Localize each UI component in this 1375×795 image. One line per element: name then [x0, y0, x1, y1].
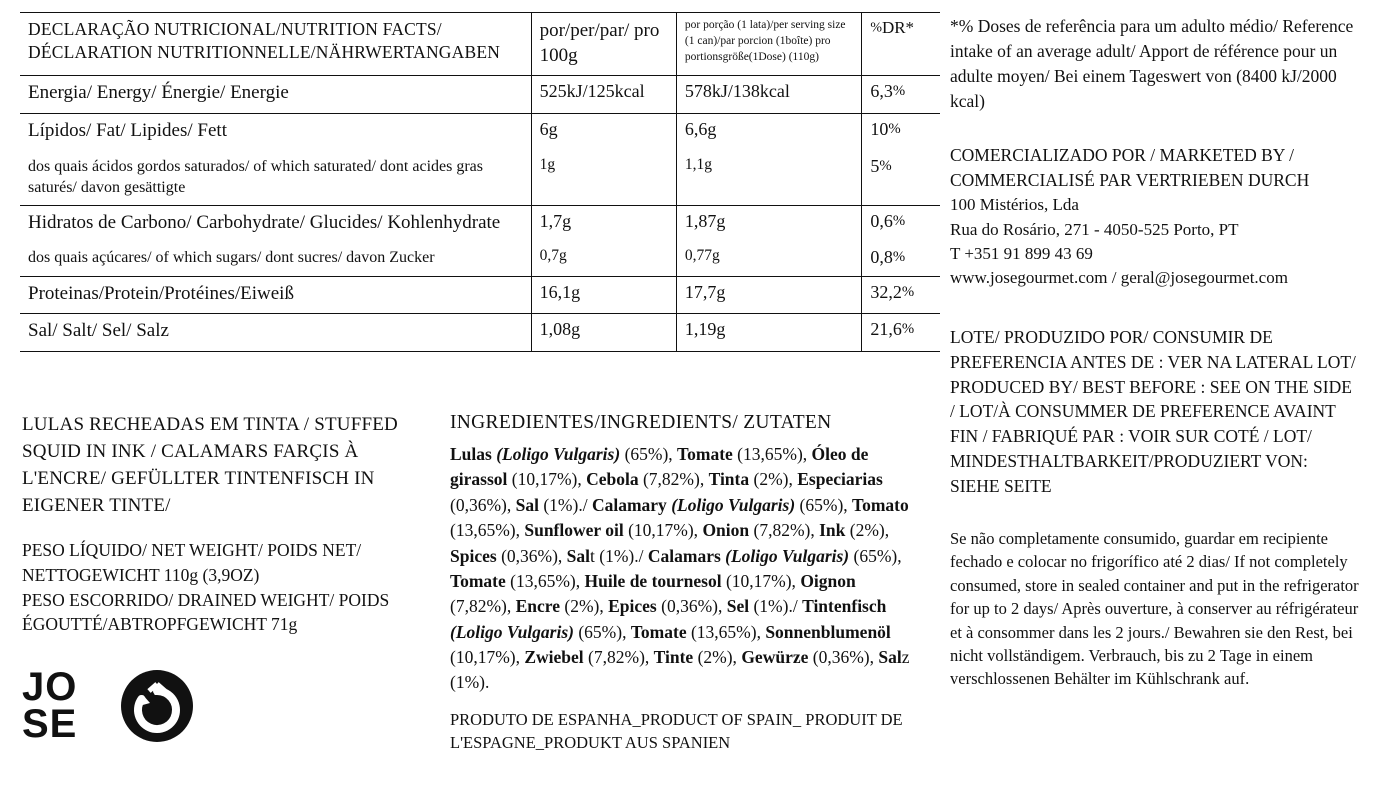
nutrient-dr: 10%	[862, 113, 940, 150]
nutrient-per-serving: 1,1g	[676, 151, 861, 206]
nutrient-dr: 0,8%	[862, 242, 940, 276]
nutrient-label: Hidratos de Carbono/ Carbohydrate/ Glucides/ Kohlenhydrate	[20, 205, 531, 242]
logo-line-2: SE	[22, 702, 78, 746]
nutrient-label: Sal/ Salt/ Sel/ Salz	[20, 314, 531, 352]
nutrient-per-serving: 1,87g	[676, 205, 861, 242]
table-row	[20, 242, 940, 276]
ingredients-block	[450, 412, 912, 755]
table-row	[20, 151, 940, 206]
drained-weight: PESO ESCORRIDO/ DRAINED WEIGHT/ POIDS ÉGOUTTÉ/ABTROPFGEWICHT 71g	[22, 589, 390, 635]
marketed-by-company: 100 Mistérios, Lda	[950, 195, 1079, 215]
ingredients-en: Calamary (Loligo Vulgaris) (65%), Tomato (13,65%), Sunflower oil (10,17%), Onion (7,82%), Ink (2%), Spices (0,36%), Salt (1%)./	[450, 494, 909, 566]
nutrient-per-serving: 6,6g	[676, 113, 861, 150]
storage-instructions: Se não completamente consumido, guardar em recipiente fechado e colocar no frigorífico até 2 dias/ If not completely consumed, store in sealed container and put in the refrigerator for up to 2 days/ Après ouverture, à conserver au réfrigérateur et à consommer dans les 2 jours./ Bewahren sie den Rest, bei nicht vollständigem. Verbrauch, bis zu 2 Tage in einem verschlossenen Behälter im Kühlschrank auf.	[950, 528, 1359, 689]
marketed-by-address: Rua do Rosário, 271 - 4050-525 Porto, PT	[950, 219, 1239, 239]
table-row	[20, 205, 940, 242]
nutrient-per-100g: 1,7g	[531, 205, 676, 242]
ingredients-fr: Calamars (Loligo Vulgaris) (65%), Tomate (13,65%), Huile de tournesol (10,17%), Oignon (7,82%), Encre (2%), Epices (0,36%), Sel (1%)./	[450, 545, 902, 617]
nutrient-label: Proteinas/Protein/Protéines/Eiweiß	[20, 276, 531, 314]
nutrient-per-serving: 1,19g	[676, 314, 861, 352]
marketed-by-web: www.josegourmet.com / geral@josegourmet.com	[950, 268, 1288, 288]
nutrient-label: Energia/ Energy/ Énergie/ Energie	[20, 76, 531, 114]
nutrient-label: dos quais açúcares/ of which sugars/ dont sucres/ davon Zucker	[20, 242, 531, 276]
table-row	[20, 76, 940, 114]
nutrition-table-container	[20, 12, 940, 352]
nutrient-label: Lípidos/ Fat/ Lipides/ Fett	[20, 113, 531, 150]
product-origin: PRODUTO DE ESPANHA_PRODUCT OF SPAIN_ PRODUIT DE L'ESPAGNE_PRODUKT AUS SPANIEN	[450, 709, 903, 753]
nutrient-dr: 5%	[862, 151, 940, 206]
nutrition-header-label: DECLARAÇÃO NUTRICIONAL/NUTRITION FACTS/ DÉCLARATION NUTRITIONNELLE/NÄHRWERTANGABEN	[20, 13, 531, 76]
nutrient-dr: 6,3%	[862, 76, 940, 114]
nutrient-dr: 32,2%	[862, 276, 940, 314]
nutrient-per-100g: 1g	[531, 151, 676, 206]
recycle-icon	[119, 668, 195, 744]
nutrition-header-per-serving: por porção (1 lata)/per serving size (1 can)/par porcion (1boîte) pro portionsgröße(1Dose) (110g)	[676, 13, 861, 76]
jose-gourmet-logo	[22, 665, 78, 746]
ingredients-de: Tintenfisch (Loligo Vulgaris) (65%), Tomate (13,65%), Sonnenblumenöl (10,17%), Zwiebel (7,82%), Tinte (2%), Gewürze (0,36%), Salz (1%).	[450, 596, 910, 693]
nutrient-per-serving: 0,77g	[676, 242, 861, 276]
table-row	[20, 314, 940, 352]
logo-line-1: JO	[22, 665, 78, 710]
net-weight: PESO LÍQUIDO/ NET WEIGHT/ POIDS NET/ NETTOGEWICHT 110g (3,9OZ)	[22, 539, 362, 585]
nutrient-label: dos quais ácidos gordos saturados/ of which saturated/ dont acides gras saturés/ davon gesättigte	[20, 151, 531, 206]
nutrition-header-dr: %DR*	[862, 13, 940, 76]
marketed-by-heading: COMERCIALIZADO POR / MARKETED BY / COMMERCIALISÉ PAR VERTRIEBEN DURCH	[950, 145, 1310, 191]
table-row	[20, 113, 940, 150]
nutrient-per-100g: 1,08g	[531, 314, 676, 352]
nutrient-per-100g: 0,7g	[531, 242, 676, 276]
lot-best-before-block: LOTE/ PRODUZIDO POR/ CONSUMIR DE PREFERENCIA ANTES DE : VER NA LATERAL LOT/ PRODUCED BY/ BEST BEFORE : SEE ON THE SIDE / LOT/À CONSUMMER DE PREFERENCE AVAINT FIN / FABRIQUÉ PAR : VOIR SUR COTÉ / LOT/ MINDESTHALTBARKEIT/PRODUZIERT VON: SIEHE SEITE	[950, 326, 1356, 496]
product-title: LULAS RECHEADAS EM TINTA / STUFFED SQUID IN INK / CALAMARS FARÇIS À L'ENCRE/ GEFÜLLTER TINTENFISCH IN EIGENER TINTE/	[22, 414, 398, 516]
nutrition-table	[20, 12, 940, 352]
nutrient-per-100g: 525kJ/125kcal	[531, 76, 676, 114]
nutrition-header-row	[20, 13, 940, 76]
nutrient-dr: 0,6%	[862, 205, 940, 242]
nutrient-per-serving: 17,7g	[676, 276, 861, 314]
right-column	[950, 14, 1360, 691]
product-info-block	[22, 412, 442, 637]
table-row	[20, 276, 940, 314]
ingredients-pt: Lulas (Loligo Vulgaris) (65%), Tomate (13,65%), Óleo de girassol (10,17%), Cebola (7,82%), Tinta (2%), Especiarias (0,36%), Sal (1%)./	[450, 444, 883, 515]
nutrient-per-100g: 6g	[531, 113, 676, 150]
logo-row	[22, 665, 195, 746]
nutrition-header-per-100g: por/per/par/ pro 100g	[531, 13, 676, 76]
ingredients-title: INGREDIENTES/INGREDIENTS/ ZUTATEN	[450, 412, 832, 433]
nutrient-per-100g: 16,1g	[531, 276, 676, 314]
nutrient-dr: 21,6%	[862, 314, 940, 352]
marketed-by-phone: T +351 91 899 43 69	[950, 244, 1093, 263]
nutrient-per-serving: 578kJ/138kcal	[676, 76, 861, 114]
reference-intake-note: *% Doses de referência para um adulto médio/ Reference intake of an average adult/ Apport de référence pour un adulte moyen/ Bei einem Tageswert von (8400 kJ/2000 kcal)	[950, 16, 1354, 111]
